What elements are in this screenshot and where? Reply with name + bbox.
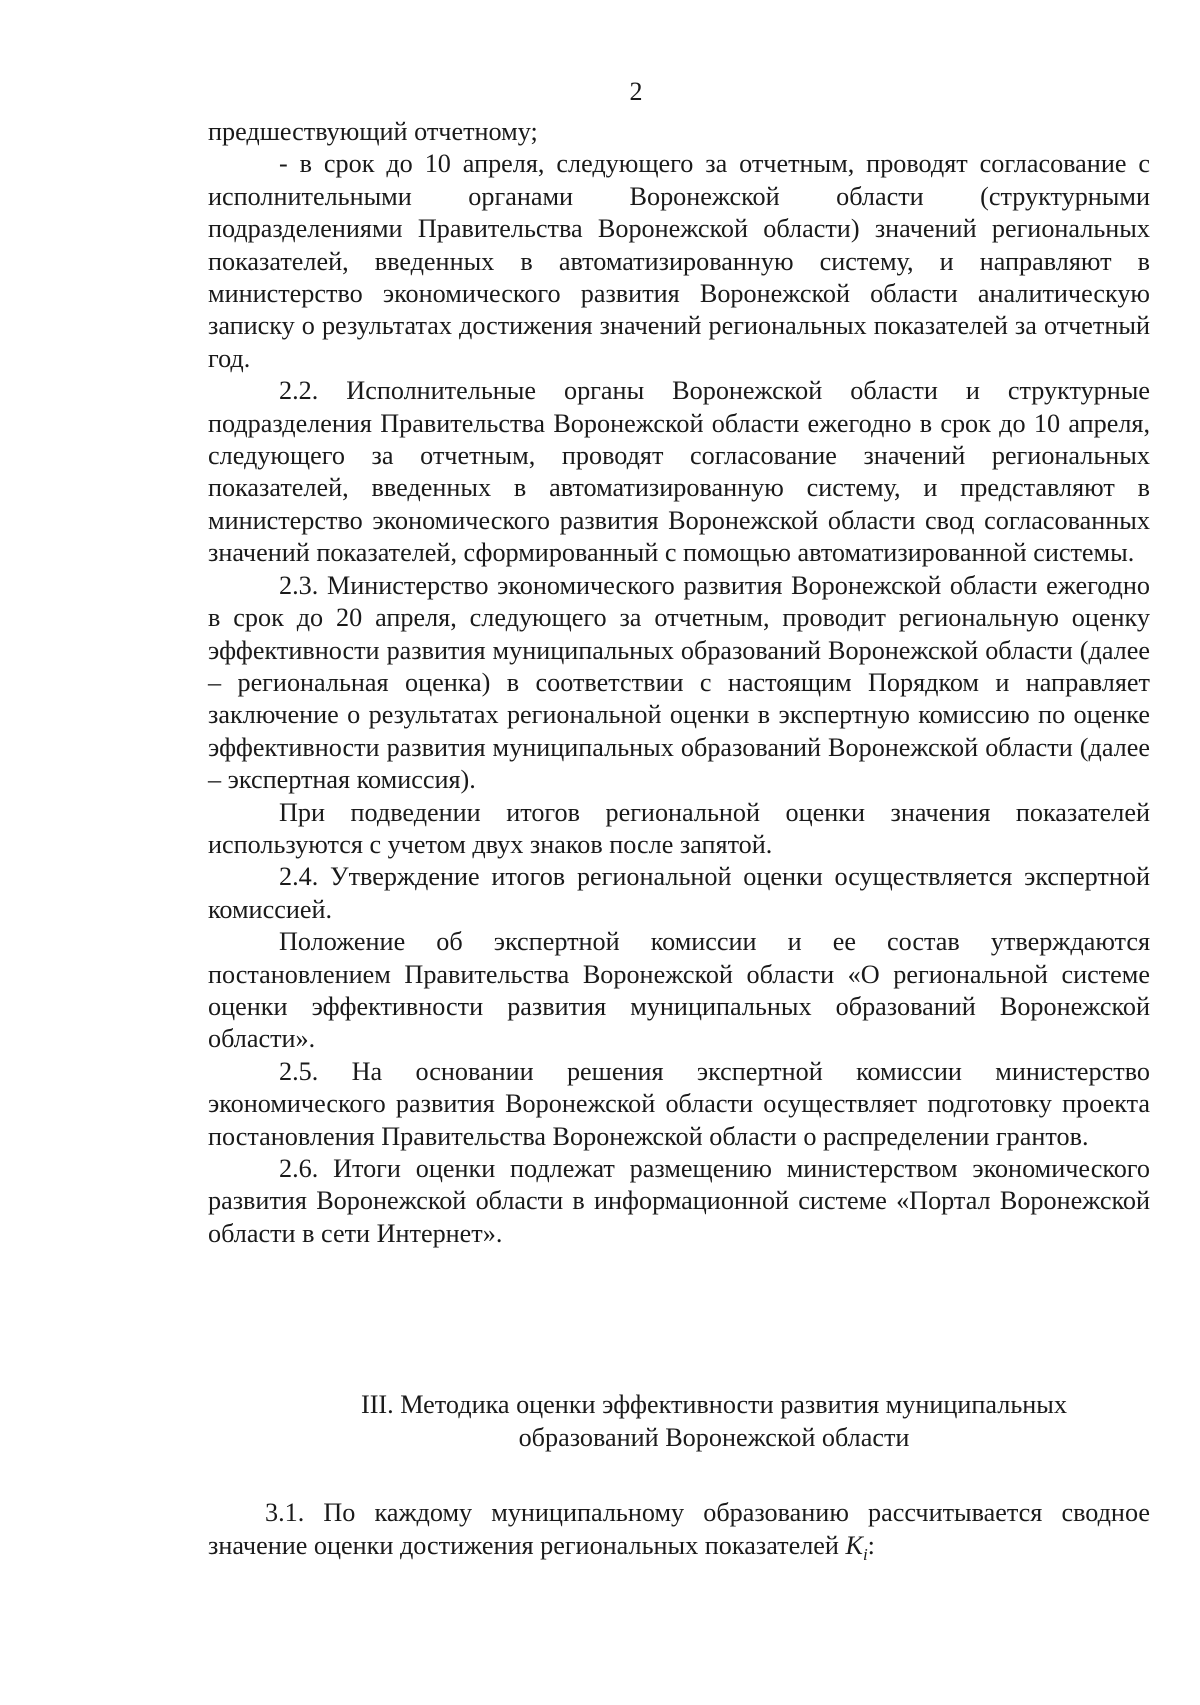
section-heading (208, 1388, 1150, 1454)
paragraph-deadline-april-10: - в срок до 10 апреля, следующего за отчетным, проводят согласование с исполнительными органами Воронежской области (структурными подразделениями Правительства Воронежской области) значений региональных показателей, введенных в автоматизированную систему, и направляют в министерство экономического развития Воронежской области аналитическую записку о результатах достижения значений региональных показателей за отчетный год. (208, 149, 1150, 373)
paragraph-2-2: 2.2. Исполнительные органы Воронежской области и структурные подразделения Правительства Воронежской области ежегодно в срок до 10 апреля, следующего за отчетным, проводят согласование значений региональных показателей, введенных в автоматизированную систему, и представляют в министерство экономического развития Воронежской области свод согласованных значений показателей, сформированный с помощью автоматизированной системы. (208, 376, 1150, 568)
section-heading-line-2: образований Воронежской области (518, 1423, 910, 1452)
paragraph-3-1-text: 3.1. По каждому муниципальному образованию рассчитывается сводное значение оценки достижения региональных показателей (208, 1498, 1150, 1560)
paragraph-3-1-suffix: : (867, 1531, 875, 1560)
paragraph-continuation: предшествующий отчетному; (208, 117, 538, 146)
page-number: 2 (629, 77, 643, 106)
document-body (208, 116, 1150, 1250)
paragraph-2-3: 2.3. Министерство экономического развития Воронежской области ежегодно в срок до 20 апреля, следующего за отчетным, проводит региональную оценку эффективности развития муниципальных образований Воронежской области (далее – региональная оценка) в соответствии с настоящим Порядком и направляет заключение о результатах региональной оценки в экспертную комиссию по оценке эффективности развития муниципальных образований Воронежской области (далее – экспертная комиссия). (208, 570, 1150, 795)
formula-symbol-letter: K (845, 1531, 863, 1560)
paragraph-2-5: 2.5. На основании решения экспертной комиссии министерство экономического развития Воронежской области осуществляет подготовку проекта постановления Правительства Воронежской области о распределении грантов. (208, 1056, 1150, 1151)
section-heading-line-1: III. Методика оценки эффективности развития муниципальных (360, 1390, 1067, 1419)
clause-3-1-block (208, 1496, 1150, 1571)
paragraph-commission-regulation: Положение об экспертной комиссии и ее состав утверждаются постановлением Правительства Воронежской области «О региональной системе оценки эффективности развития муниципальных образований Воронежской области». (208, 927, 1150, 1054)
paragraph-summary-rounding: При подведении итогов региональной оценки значения показателей используются с учетом двух знаков после запятой. (208, 797, 1150, 859)
paragraph-2-4: 2.4. Утверждение итогов региональной оценки осуществляется экспертной комиссией. (208, 862, 1150, 924)
formula-symbol-subscript: i (862, 1545, 868, 1565)
formula-symbol-k (845, 1531, 868, 1565)
paragraph-3-1 (208, 1496, 1150, 1571)
paragraph-2-6: 2.6. Итоги оценки подлежат размещению министерством экономического развития Воронежской области в информационной системе «Портал Воронежской области в сети Интернет». (208, 1154, 1150, 1248)
